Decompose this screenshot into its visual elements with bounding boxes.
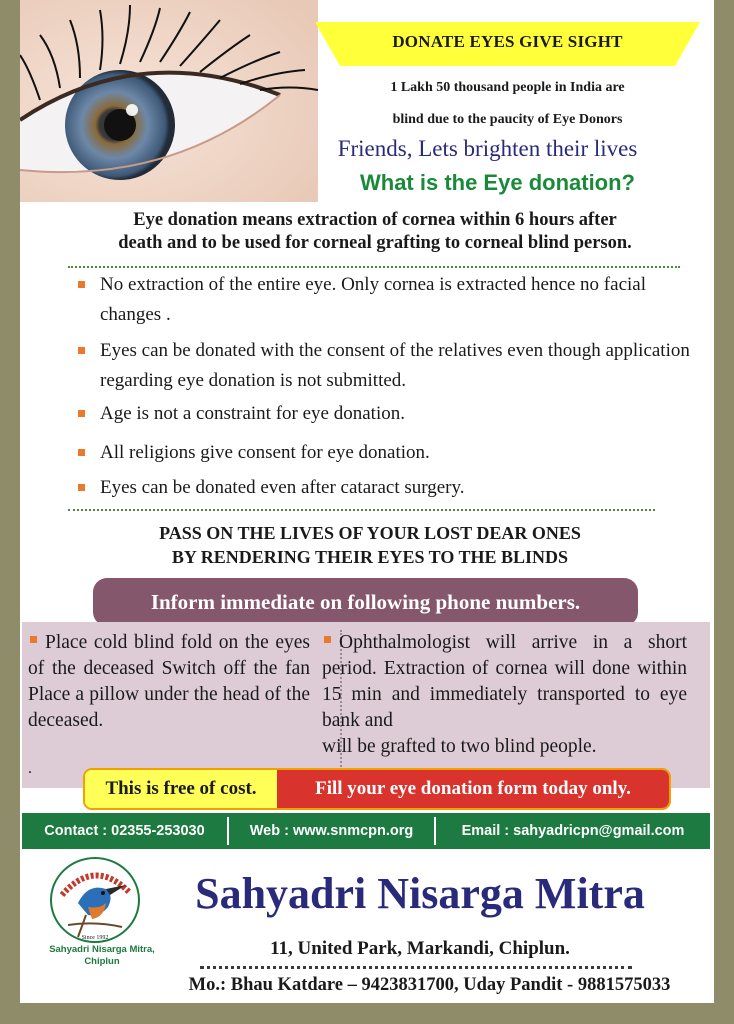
pass-on-line-2: BY RENDERING THEIR EYES TO THE BLINDS [171, 547, 569, 567]
bullet-icon [324, 636, 331, 643]
dotted-divider-bottom [200, 966, 632, 969]
section-question: What is the Eye donation? [359, 170, 635, 195]
kingfisher-logo [48, 855, 143, 945]
definition-line-2: death and to be used for corneal grafting to corneal blind person. [118, 233, 632, 253]
instructions-panel [22, 622, 710, 788]
logo-caption-line-1: Sahyadri Nisarga Mitra, [49, 944, 155, 955]
bullet-icon [30, 636, 37, 643]
free-of-cost-bar [83, 768, 671, 810]
headline-banner [315, 22, 700, 66]
list-item [78, 473, 693, 503]
friends-tagline: Friends, Lets brighten their lives [337, 136, 638, 161]
bullet-icon [78, 410, 85, 417]
pass-on-message [40, 521, 700, 569]
list-item [78, 438, 693, 468]
instruction-right-text: Ophthalmologist will arrive in a short period. Extraction of cornea will done within 15 min and immediately transported to eye bank and [322, 632, 687, 731]
fact-text: All religions give consent for eye donation. [100, 442, 430, 463]
dotted-divider-top [68, 266, 680, 268]
contact-email: Email : sahyadricpn@gmail.com [461, 823, 685, 839]
free-of-cost-label-box [85, 770, 277, 808]
form-callout-label: Fill your eye donation form today only. [315, 778, 631, 799]
contact-web: Web : www.snmcpn.org [249, 823, 414, 839]
instruction-right [322, 630, 687, 760]
mobile-numbers: Mo.: Bhau Katdare – 9423831700, Uday Pandit - 9881575033 [188, 975, 671, 995]
bullet-icon [78, 347, 85, 354]
bullet-icon [78, 484, 85, 491]
bullet-icon [78, 449, 85, 456]
eye-closeup-image [20, 0, 318, 202]
fact-text: Eyes can be donated with the consent of the relatives even though application regarding eye donation is not submitted. [100, 340, 690, 391]
fact-text: Eyes can be donated even after cataract surgery. [100, 477, 465, 498]
fact-text: Age is not a constraint for eye donation. [100, 403, 405, 424]
logo-caption [44, 944, 160, 968]
list-item [78, 270, 693, 330]
inform-heading-tab [93, 578, 638, 626]
organization-name: Sahyadri Nisarga Mitra [195, 869, 645, 918]
pass-on-line-1: PASS ON THE LIVES OF YOUR LOST DEAR ONES [159, 523, 581, 543]
dotted-divider-middle [68, 509, 655, 511]
instruction-left [28, 630, 310, 734]
free-of-cost-label: This is free of cost. [105, 778, 257, 799]
inform-heading: Inform immediate on following phone numbers. [150, 590, 581, 614]
intro-line-2: blind due to the paucity of Eye Donors [392, 112, 623, 127]
organization-address: 11, United Park, Markandi, Chiplun. [270, 938, 570, 959]
form-callout-box [277, 770, 669, 808]
instruction-left-text: Place cold blind fold on the eyes of the deceased Switch off the fan Place a pillow under the head of the deceased. [28, 632, 310, 731]
headline-text: DONATE EYES GIVE SIGHT [392, 32, 623, 51]
bullet-icon [78, 281, 85, 288]
intro-line-1: 1 Lakh 50 thousand people in India are [390, 80, 625, 95]
definition-text [45, 209, 705, 255]
fact-text: No extraction of the entire eye. Only cornea is extracted hence no facial changes . [100, 274, 646, 325]
logo-since-text: Since 1992 [81, 935, 109, 941]
list-item [78, 399, 693, 429]
logo-caption-line-2: Chiplun [84, 956, 120, 967]
definition-line-1: Eye donation means extraction of cornea within 6 hours after [133, 210, 617, 230]
contact-phone: Contact : 02355-253030 [44, 823, 205, 839]
stray-dot: . [28, 760, 32, 777]
list-item [78, 336, 693, 396]
instruction-right-last-line: will be grafted to two blind people. [322, 736, 597, 757]
contact-bar [22, 813, 710, 849]
